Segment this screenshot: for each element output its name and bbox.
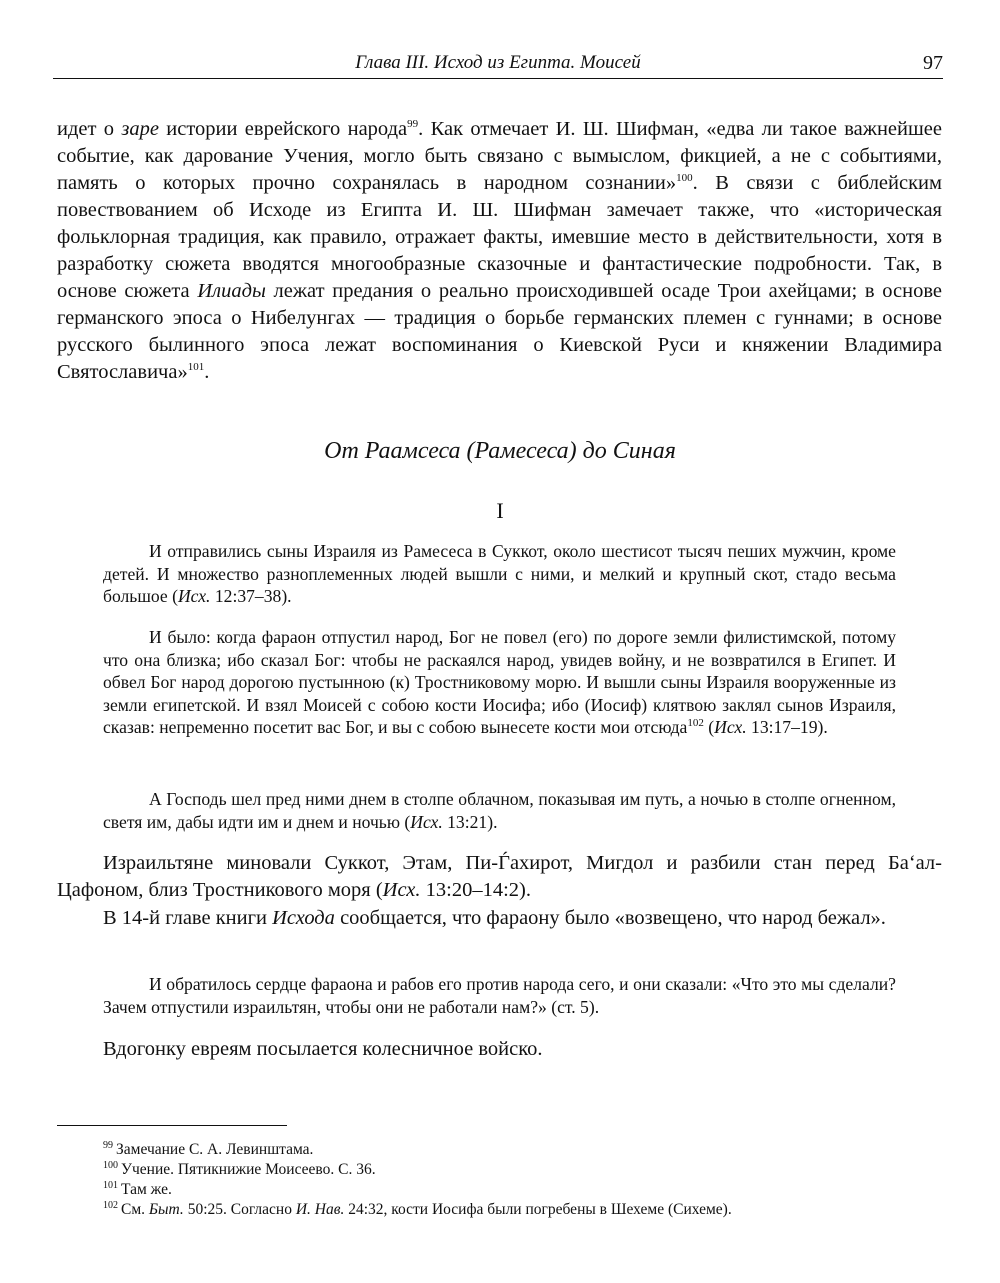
scripture-quote-2	[103, 626, 896, 739]
text-run: 12:37–38).	[210, 586, 292, 607]
citation-abbrev: Быт.	[148, 1201, 184, 1218]
text-run: 13:17–19).	[746, 717, 828, 738]
footnote-text: 50:25. Согласно	[183, 1201, 296, 1218]
footnote-mark: 100	[103, 1159, 118, 1171]
footnotes	[103, 1140, 903, 1220]
footnote-text: Замечание С. А. Левинштама.	[116, 1141, 314, 1158]
text-run: идет о	[57, 118, 122, 140]
body-paragraph-3	[57, 905, 942, 932]
citation-abbrev: И. Нав.	[295, 1201, 345, 1218]
text-run: (	[703, 717, 715, 738]
footnote-ref-102: 102	[687, 717, 704, 730]
footnote-100	[103, 1160, 903, 1180]
text-run: 13:21).	[442, 811, 498, 832]
footnote-ref-100: 100	[676, 172, 693, 185]
text-run: .	[204, 361, 210, 383]
footnote-ref-99: 99	[407, 118, 419, 131]
scripture-quote-3	[103, 788, 896, 833]
text-run: . Как отмечает И. Ш. Шифман, «едва ли такое важнейшее событие, как дарование Учения, могло быть связано с вымыслом, фикцией, а не с событиями, память о которых прочно сохранялась в народном сознании»	[57, 118, 942, 194]
body-paragraph-1	[57, 116, 942, 386]
citation-abbrev: Исх.	[714, 717, 747, 738]
footnote-99	[103, 1140, 903, 1160]
footnote-ref-101: 101	[187, 361, 205, 374]
footnote-mark: 102	[103, 1199, 118, 1211]
scripture-quote-1	[103, 540, 896, 608]
body-paragraph-2	[57, 850, 942, 904]
text-run: И отправились сыны Израиля из Рамесеса в Суккот, около шестисот тысяч пеших мужчин, кроме детей. И множество разноплеменных людей вышли с ними, и мелкий и крупный скот, стадо весьма большое (	[103, 541, 896, 607]
citation-abbrev: Исх.	[177, 586, 211, 607]
text-run: Вдогонку евреям посылается колесничное войско.	[103, 1038, 543, 1060]
text-run: . В связи с библейским повествованием об Исходе из Египта И. Ш. Шифман замечает также, что «историческая фольклорная традиция, как правило, отражает факты, имевшие место в действительности, хотя в разработку сюжета вводятся многообразные сказочные и фантастические подробности. Так, в основе сюжета	[57, 172, 942, 302]
footnote-mark: 101	[103, 1179, 118, 1191]
footnote-text: См.	[121, 1201, 149, 1218]
text-run: истории еврейского народа	[158, 118, 408, 140]
footnote-text: Учение. Пятикнижие Моисеево. С. 36.	[121, 1161, 376, 1178]
footnote-101	[103, 1180, 903, 1200]
italic-term: Илиады	[197, 280, 266, 302]
text-run: лежат предания о реально происходившей осаде Трои ахейцами; в основе германского эпоса о Нибелунгах — традиция о борьбе германских племен с гуннами; в основе русского былинного эпоса лежат воспоминания о Киевской Руси и княжении Владимира Святославича»	[57, 280, 942, 383]
citation-abbrev: Исх.	[410, 811, 443, 832]
body-paragraph-4	[57, 1036, 942, 1063]
text-run: сообщается, что фараону было «возвещено, что народ бежал».	[334, 907, 886, 929]
running-header	[53, 48, 943, 79]
footnote-mark: 99	[103, 1139, 113, 1151]
page-number: 97	[923, 52, 943, 74]
running-title: Глава III. Исход из Египта. Моисей	[355, 52, 641, 73]
footnote-text: 24:32, кости Иосифа были погребены в Шехеме (Сихеме).	[344, 1201, 732, 1218]
citation-abbrev: Исх.	[382, 879, 421, 901]
footnote-102	[103, 1200, 903, 1220]
text-run: А Господь шел пред ними днем в столпе облачном, показывая им путь, а ночью в столпе огненном, светя им, дабы идти им и днем и ночью (	[103, 789, 896, 832]
scripture-quote-4	[103, 973, 896, 1018]
text-run: В 14-й главе книги	[103, 907, 273, 929]
footnote-separator	[57, 1125, 287, 1126]
text-run: И было: когда фараон отпустил народ, Бог не повел (его) по дороге земли филистимской, потому что она близка; ибо сказал Бог: чтобы не раскаялся народ, увидев войну, и не возвратился в Египет. И обвел Бог народ дорогою пустынною (к) Тростниковому морю. И вышли сыны Израиля вооруженные из земли египетской. И взял Моисей с собою кости Иосифа; ибо (Иосиф) клятвою заклял сынов Израиля, сказав: непременно посетит вас Бог, и вы с собою вынесете кости мои отсюда	[103, 627, 896, 738]
section-number: I	[496, 498, 504, 523]
text-run: Израильтяне миновали Суккот, Этам, Пи-Ѓахирот, Мигдол и разбили стан перед Ба‘ал-Цафоном, близ Тростникового моря (	[57, 852, 942, 901]
text-run: И обратилось сердце фараона и рабов его против народа сего, и они сказали: «Что это мы сделали? Зачем отпустили израильтян, чтобы они не работали нам?» (ст. 5).	[103, 974, 896, 1017]
italic-term: Исхода	[272, 907, 335, 929]
footnote-text: Там же.	[121, 1181, 172, 1198]
section-title: От Раамсеса (Рамесеса) до Синая	[324, 438, 676, 464]
italic-term: заре	[121, 118, 159, 140]
text-run: 13:20–14:2).	[420, 879, 531, 901]
